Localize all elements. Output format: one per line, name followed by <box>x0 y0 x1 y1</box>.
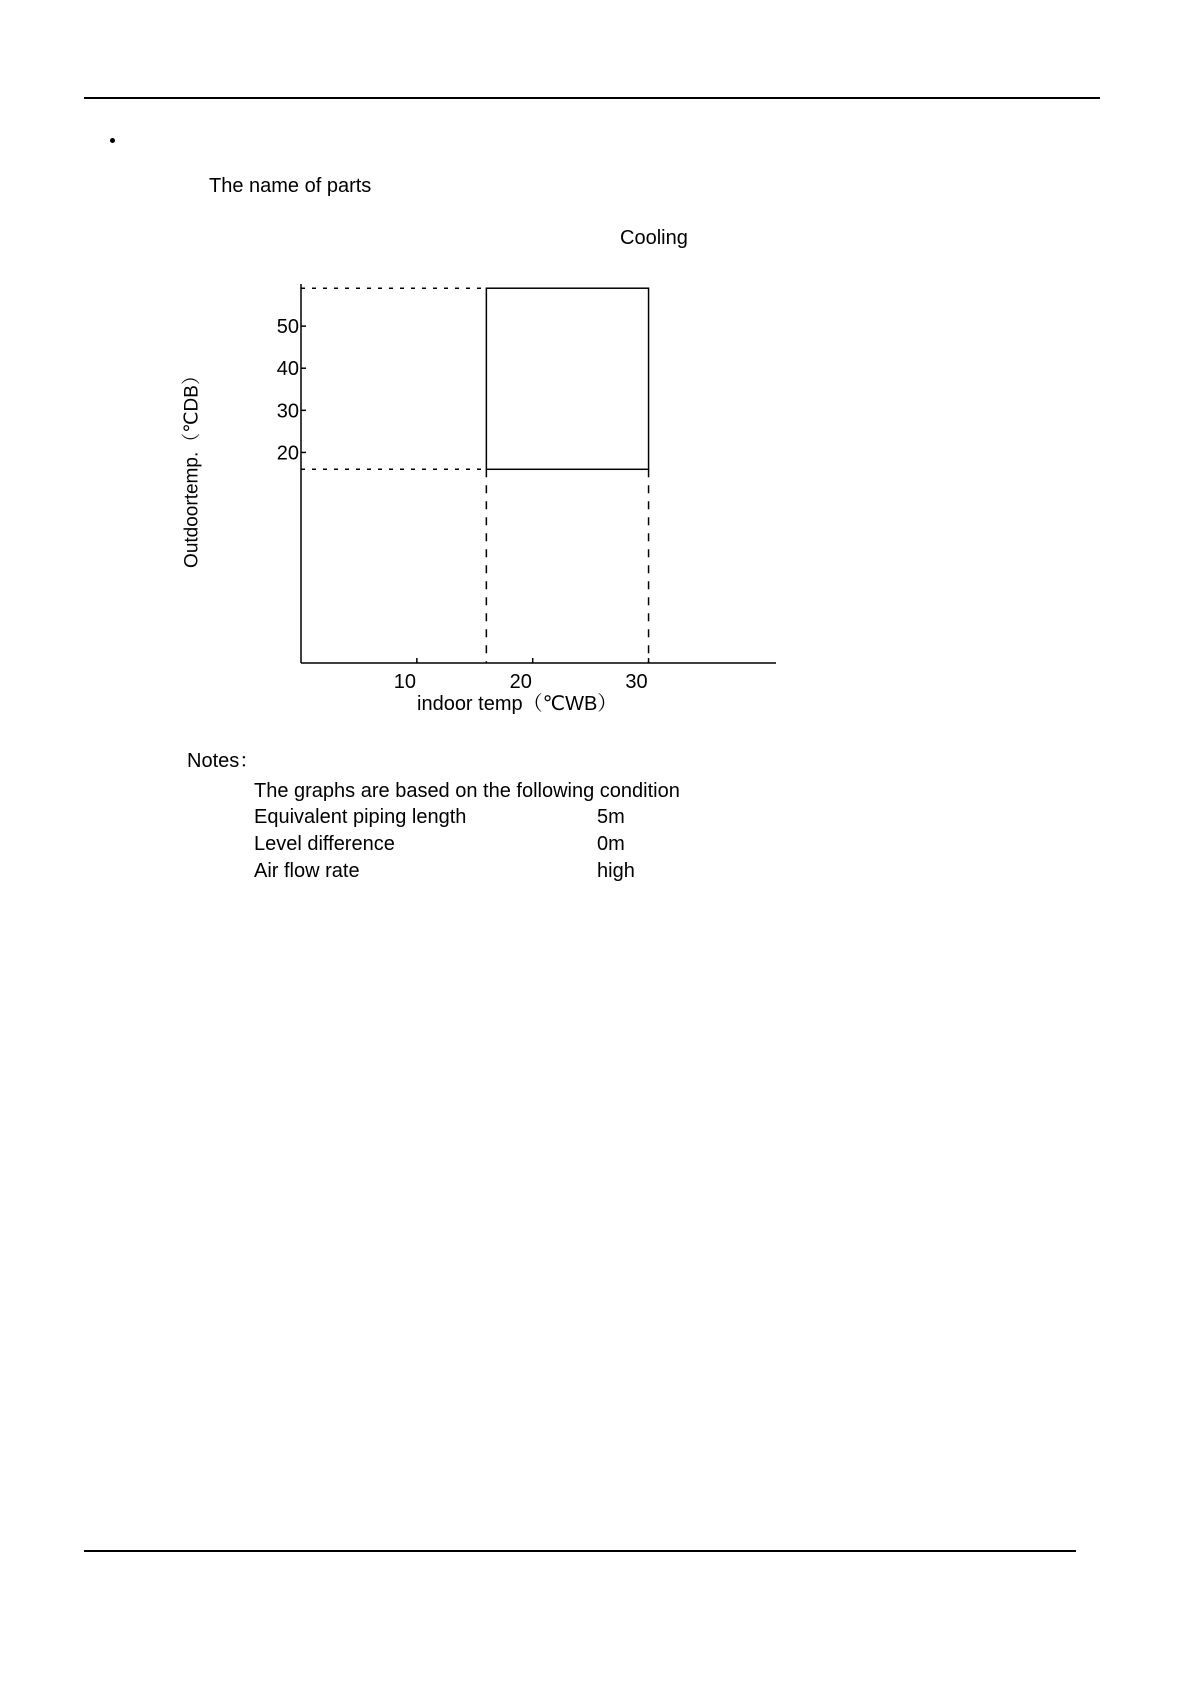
notes-condition: The graphs are based on the following condition <box>254 780 680 802</box>
note-value-level-difference: 0m <box>597 833 625 855</box>
y-axis-label: Outdoortemp.（℃DB） <box>181 366 203 568</box>
y-tick-label: 20 <box>276 442 299 465</box>
x-tick-label: 10 <box>393 671 416 693</box>
section-title: The name of parts <box>209 175 372 197</box>
y-tick-label: 50 <box>276 316 299 339</box>
y-tick-label: 40 <box>276 358 299 381</box>
x-axis-label: indoor temp（℃WB） <box>417 693 618 715</box>
x-tick-label: 20 <box>509 671 532 693</box>
note-value-air-flow-rate: high <box>597 860 635 882</box>
notes-heading: Notes： <box>187 750 260 772</box>
footer-rule <box>84 1550 1076 1552</box>
operating-range-chart <box>0 0 1192 720</box>
note-label-level-difference: Level difference <box>254 833 395 855</box>
operating-range-box <box>486 288 648 469</box>
note-value-piping-length: 5m <box>597 806 625 828</box>
y-tick-label: 30 <box>276 400 299 423</box>
x-tick-label: 30 <box>625 671 648 693</box>
note-label-piping-length: Equivalent piping length <box>254 806 467 828</box>
note-label-air-flow-rate: Air flow rate <box>254 860 360 882</box>
chart-title: Cooling <box>620 227 688 249</box>
